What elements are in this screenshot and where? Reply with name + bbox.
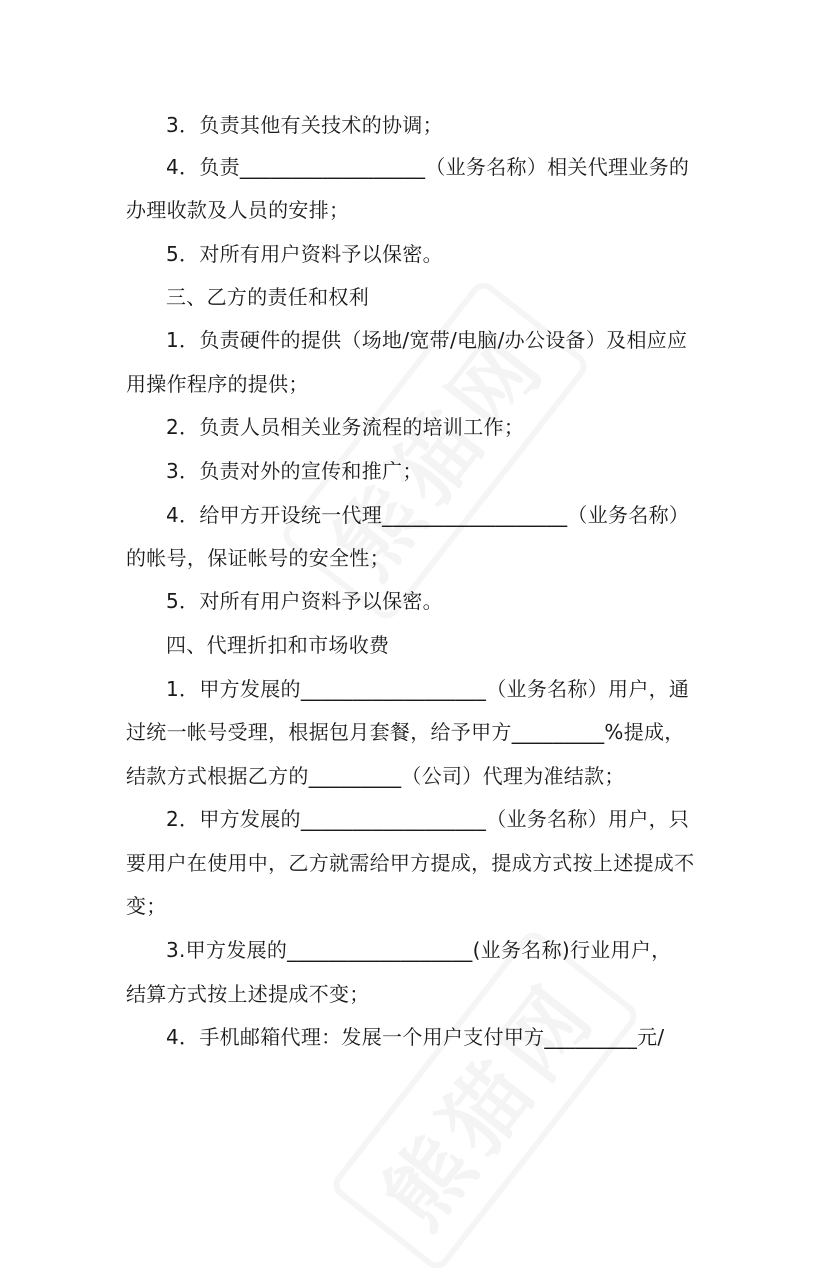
- text-line: 结算方式按上述提成不变；: [126, 982, 370, 1006]
- watermark: [328, 927, 642, 1274]
- text-line: 变；: [126, 894, 167, 918]
- text-line: 3．负责其他有关技术的协调；: [166, 113, 443, 137]
- section-heading: 三、乙方的责任和权利: [166, 285, 369, 309]
- section-heading: 四、代理折扣和市场收费: [166, 633, 390, 657]
- text-line: 过统一帐号受理，根据包月套餐，给予甲方_________%提成，: [126, 720, 685, 744]
- text-line: 要用户在使用中，乙方就需给甲方提成，提成方式按上述提成不: [126, 851, 695, 875]
- text-line: 办理收款及人员的安排；: [126, 198, 350, 222]
- text-line: 3．负责对外的宣传和推广；: [166, 459, 423, 483]
- text-line: 结款方式根据乙方的_________（公司）代理为准结款；: [126, 764, 625, 788]
- text-line: 的帐号，保证帐号的安全性；: [126, 546, 390, 570]
- text-line: 1．甲方发展的__________________（业务名称）用户，通: [166, 677, 690, 701]
- text-line: 用操作程序的提供；: [126, 372, 309, 396]
- text-line: 5．对所有用户资料予以保密。: [166, 242, 443, 266]
- text-line: 4．手机邮箱代理：发展一个用户支付甲方_________元/: [166, 1025, 665, 1049]
- text-line: 2．甲方发展的__________________（业务名称）用户，只: [166, 807, 690, 831]
- text-line: 4．给甲方开设统一代理__________________（业务名称）: [166, 503, 690, 527]
- text-line: 1．负责硬件的提供（场地/宽带/电脑/办公设备）及相应应: [166, 328, 688, 352]
- text-line: 5．对所有用户资料予以保密。: [166, 589, 443, 613]
- text-line: 3.甲方发展的__________________(业务名称)行业用户，: [166, 938, 672, 962]
- text-line: 2．负责人员相关业务流程的培训工作；: [166, 415, 525, 439]
- text-line: 4．负责__________________（业务名称）相关代理业务的: [166, 155, 690, 179]
